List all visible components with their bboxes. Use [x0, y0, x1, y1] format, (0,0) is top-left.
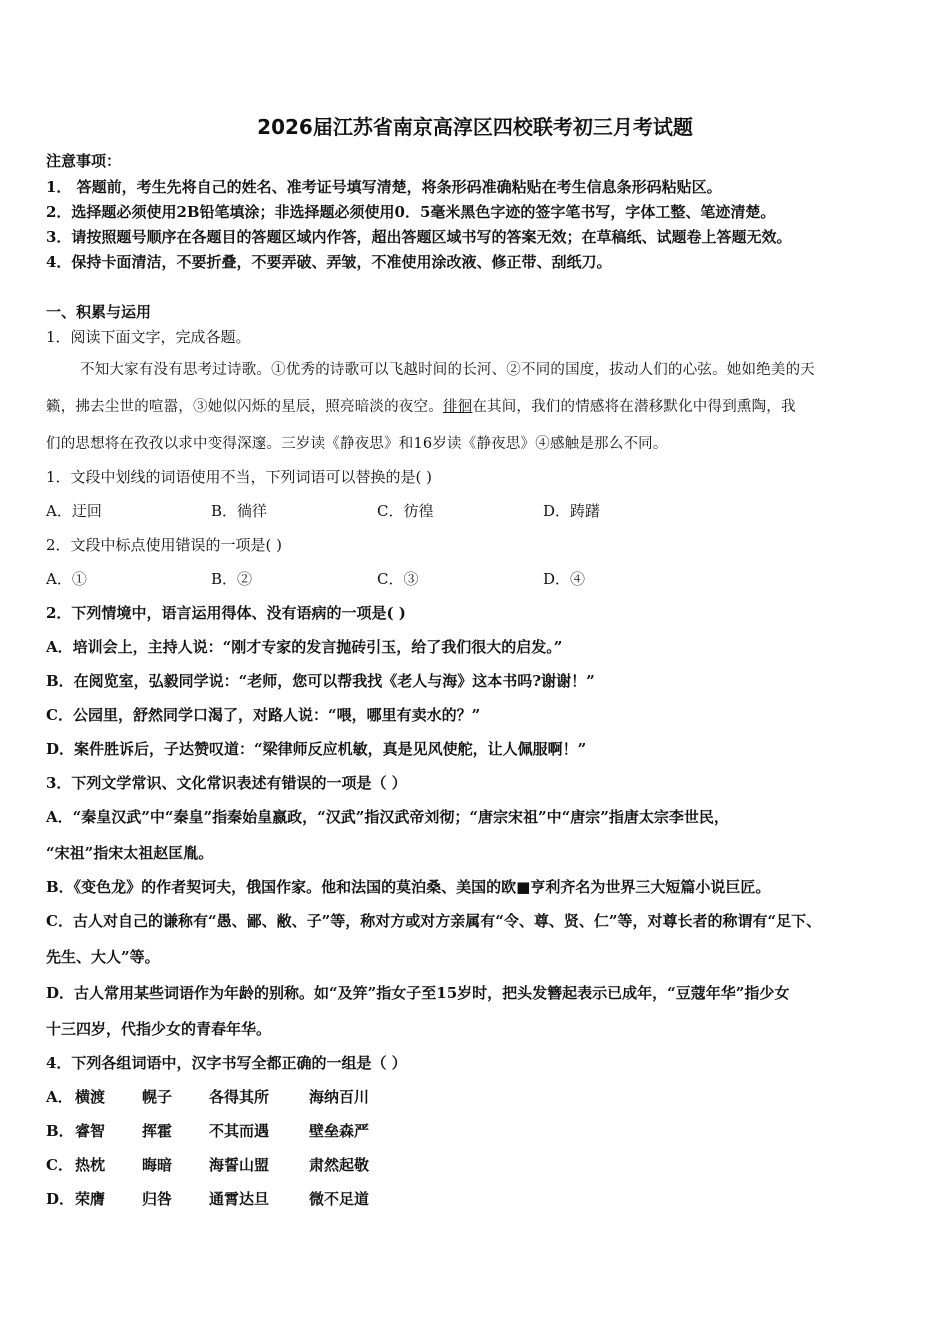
q2-stem: 2．下列情境中，语言运用得体、没有语病的一项是( )	[46, 604, 406, 622]
q4-word: 挥霍	[142, 1122, 173, 1140]
q3-option-d-line-1: D．古人常用某些词语作为年龄的别称。如“及笄”指女子至15岁时，把头发簪起表示已成年，“豆蔻年华”指少女	[46, 984, 790, 1002]
q3-option-d-line-2: 十三四岁，代指少女的青春年华。	[46, 1020, 272, 1038]
q4-word: 横渡	[75, 1088, 106, 1106]
q4-word: 热枕	[75, 1156, 106, 1174]
q1-sub2-option-d: D．④	[543, 570, 586, 588]
passage-line-1: 不知大家有没有思考过诗歌。①优秀的诗歌可以飞越时间的长河、②不同的国度，拔动人们的心弦。她如绝美的天	[80, 362, 815, 378]
q1-sub2-option-a: A．①	[46, 570, 87, 588]
notice-item-1: 1． 答题前，考生先将自己的姓名、准考证号填写清楚，将条形码准确粘贴在考生信息条形码粘贴区。	[46, 178, 722, 196]
q4-word: 归咎	[142, 1190, 173, 1208]
q4-word: 荣膺	[75, 1190, 106, 1208]
q3-option-a-line-1: A．“秦皇汉武”中“秦皇”指秦始皇嬴政，“汉武”指汉武帝刘彻；“唐宗宋祖”中“唐宗”指唐太宗李世民，	[46, 808, 729, 826]
q1-sub1-stem: 1．文段中划线的词语使用不当，下列词语可以替换的是( )	[46, 468, 433, 486]
notice-item-4: 4．保持卡面清洁，不要折叠，不要弄破、弄皱，不准使用涂改液、修正带、刮纸刀。	[46, 253, 612, 271]
q4-word: 睿智	[75, 1122, 106, 1140]
passage-line-2-start: 籁，拂去尘世的喧嚣，③她似闪烁的星辰，照亮暗淡的夜空。	[46, 399, 443, 415]
passage-line-3: 们的思想将在孜孜以求中变得深邃。三岁读《静夜思》和16岁读《静夜思》④感触是那么不同。	[46, 436, 668, 452]
page-title: 2026届江苏省南京高淳区四校联考初三月考试题	[257, 115, 693, 139]
q3-option-c-line-1: C．古人对自己的谦称有“愚、鄙、敝、子”等，称对方或对方亲属有“令、尊、贤、仁”等，对尊长者的称谓有“足下、	[46, 912, 822, 930]
section-heading: 一、积累与运用	[46, 303, 152, 321]
q4-option-b	[46, 1121, 369, 1141]
q4-word: 海誓山盟	[209, 1156, 270, 1174]
q4-word: 肃然起敬	[309, 1156, 370, 1174]
notice-heading: 注意事项：	[46, 152, 122, 170]
q4-word: 壁垒森严	[309, 1122, 370, 1140]
q2-option-c: C．公园里，舒然同学口渴了，对路人说：“喂，哪里有卖水的？”	[46, 706, 481, 724]
q2-option-b: B．在阅览室，弘毅同学说：“老师，您可以帮我找《老人与海》这本书吗?谢谢！”	[46, 672, 595, 690]
q1-sub2-option-c: C．③	[377, 570, 419, 588]
q4-word: 晦暗	[142, 1156, 173, 1174]
q1-stem: 1．阅读下面文字，完成各题。	[46, 328, 251, 346]
q4-word: 微不足道	[309, 1190, 370, 1208]
q3-option-b: B．《变色龙》的作者契诃夫，俄国作家。他和法国的莫泊桑、美国的欧■亨利齐名为世界三大短篇小说巨匠。	[46, 878, 771, 896]
q2-option-a: A．培训会上，主持人说：“刚才专家的发言抛砖引玉，给了我们很大的启发。”	[46, 638, 563, 656]
q1-sub1-option-c: C．彷徨	[377, 502, 434, 520]
q2-option-d: D．案件胜诉后，子达赞叹道：“梁律师反应机敏，真是见风使舵，让人佩服啊！”	[46, 740, 587, 758]
q4-option-d	[46, 1189, 369, 1209]
q3-option-a-line-2: “宋祖”指宋太祖赵匡胤。	[46, 844, 214, 862]
q1-sub2-stem: 2．文段中标点使用错误的一项是( )	[46, 536, 283, 554]
q1-sub1-option-b: B．徜徉	[211, 502, 268, 520]
q4-option-label: B．	[46, 1122, 74, 1140]
q4-option-a	[46, 1087, 369, 1107]
q4-option-label: D．	[46, 1190, 75, 1208]
q4-stem: 4．下列各组词语中，汉字书写全都正确的一组是（ ）	[46, 1054, 407, 1072]
q4-word: 通霄达旦	[209, 1190, 270, 1208]
q4-word: 海纳百川	[309, 1088, 370, 1106]
q4-word: 不其而遇	[209, 1122, 270, 1140]
q1-sub2-option-b: B．②	[211, 570, 253, 588]
q1-sub1-option-d: D．踌躇	[543, 502, 601, 520]
q3-stem: 3．下列文学常识、文化常识表述有错误的一项是（ ）	[46, 774, 407, 792]
q4-option-label: C．	[46, 1156, 73, 1174]
notice-item-3: 3．请按照题号顺序在各题目的答题区域内作答，超出答题区域书写的答案无效；在草稿纸、试题卷上答题无效。	[46, 228, 792, 246]
q4-option-label: A．	[46, 1088, 73, 1106]
q3-option-c-line-2: 先生、大人”等。	[46, 948, 160, 966]
notice-item-2: 2．选择题必须使用2B铅笔填涂；非选择题必须使用0．5毫米黑色字迹的签字笔书写，字体工整、笔迹清楚。	[46, 203, 776, 221]
q4-option-c	[46, 1155, 369, 1175]
underlined-word: 徘徊	[442, 399, 473, 415]
passage-line-2-end: 在其间，我们的情感将在潜移默化中得到熏陶，我	[472, 399, 796, 415]
passage-line-2	[46, 397, 796, 417]
q4-word: 各得其所	[209, 1088, 270, 1106]
q4-word: 幌子	[142, 1088, 173, 1106]
q1-sub1-option-a: A．迂回	[46, 502, 102, 520]
